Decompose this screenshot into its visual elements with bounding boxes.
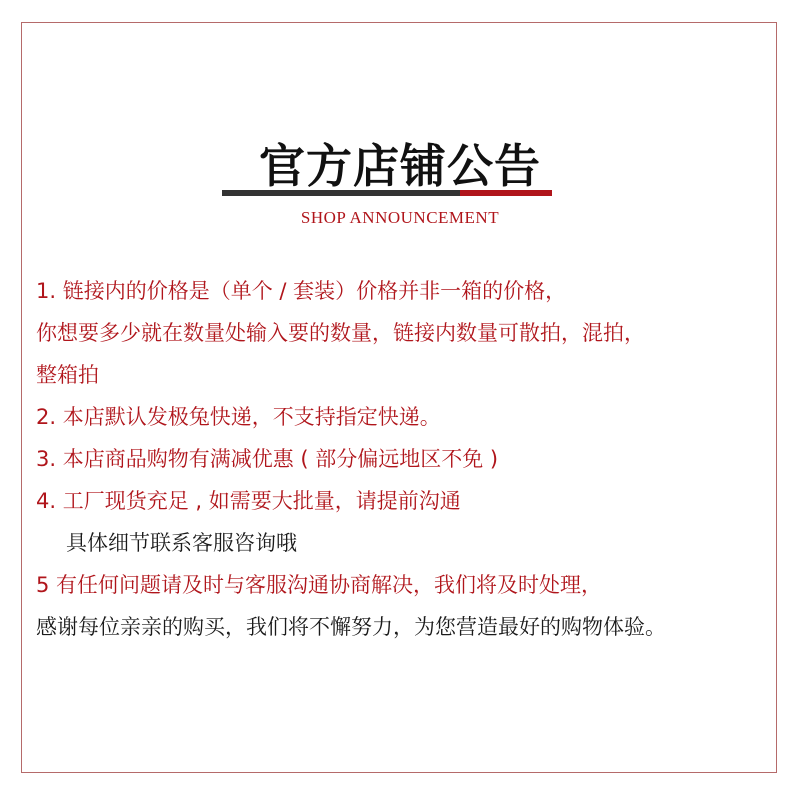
title-wrap bbox=[0, 138, 800, 194]
announcement-line-1: 1. 链接内的价格是（单个 / 套装）价格并非一箱的价格， bbox=[36, 279, 567, 303]
page-title: 官方店铺公告 bbox=[259, 139, 541, 193]
announcement-line-6 bbox=[36, 480, 776, 522]
announcement-line-6-part-a: 4. 工厂现货充足 , bbox=[36, 489, 209, 513]
announcement-line-2: 你想要多少就在数量处输入要的数量，链接内数量可散拍，混拍， bbox=[36, 321, 645, 345]
page-subtitle: SHOP ANNOUNCEMENT bbox=[300, 208, 500, 227]
announcement-line-7: 具体细节联系客服咨询哦 bbox=[66, 531, 297, 555]
announcement-line-3: 整箱拍 bbox=[36, 363, 99, 387]
announcement-line-6-part-b: 如需要大批量，请提前沟通 bbox=[208, 489, 461, 513]
announcement-line-9: 感谢每位亲亲的购买，我们将不懈努力，为您营造最好的购物体验。 bbox=[36, 615, 666, 639]
announcement-line-5: 3. 本店商品购物有满减优惠 ( 部分偏远地区不免 ) bbox=[36, 447, 499, 471]
announcement-body bbox=[36, 270, 776, 648]
announcement-line-4: 2. 本店默认发极兔快递，不支持指定快递。 bbox=[36, 405, 441, 429]
announcement-line-8: 5 有任何问题请及时与客服沟通协商解决，我们将及时处理， bbox=[36, 573, 603, 597]
